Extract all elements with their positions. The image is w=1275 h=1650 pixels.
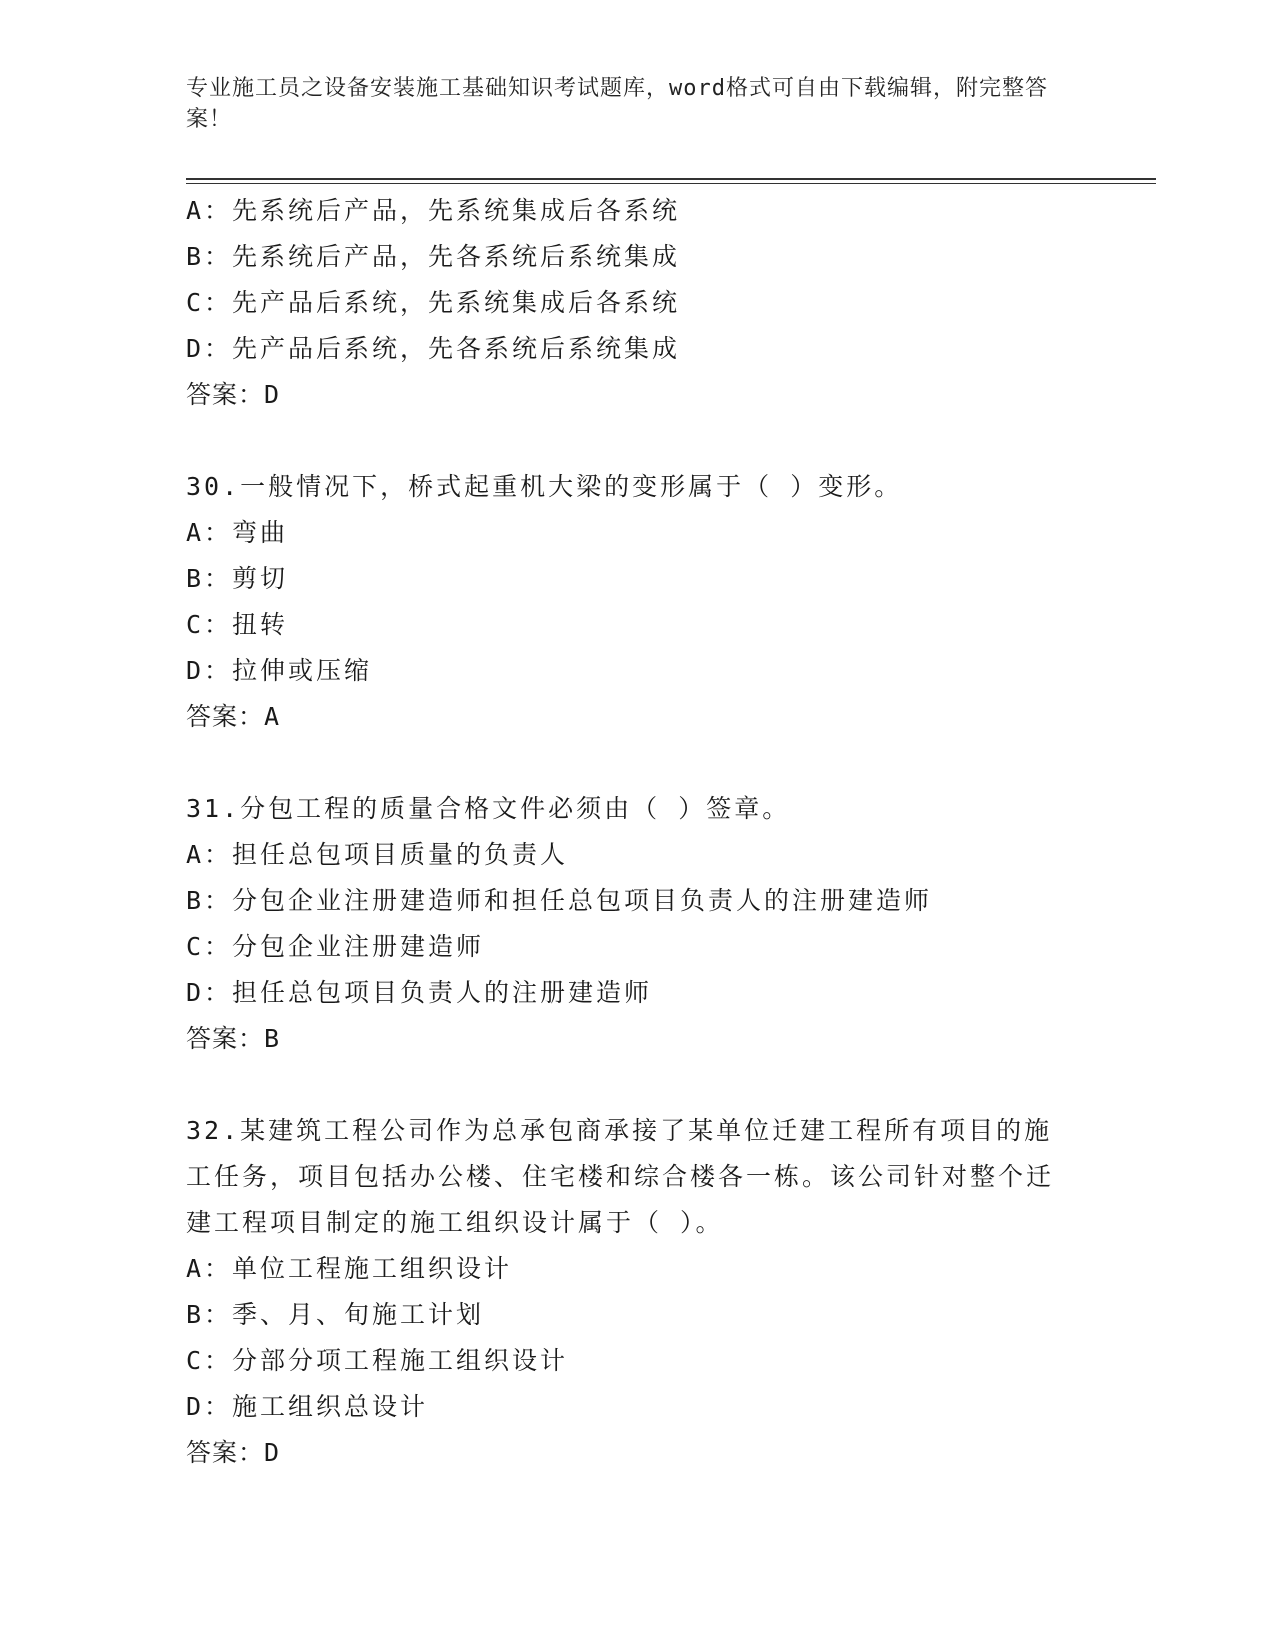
option-b: B：先系统后产品，先各系统后系统集成: [186, 242, 681, 271]
option-a: A：弯曲: [186, 518, 289, 547]
header-divider: [186, 178, 1156, 180]
option-b: B：剪切: [186, 564, 289, 593]
option-c: C：先产品后系统，先系统集成后各系统: [186, 288, 681, 317]
answer-line: 答案：A: [186, 702, 281, 731]
option-a: A：单位工程施工组织设计: [186, 1254, 513, 1283]
option-a: A：担任总包项目质量的负责人: [186, 840, 569, 869]
option-b: B：分包企业注册建造师和担任总包项目负责人的注册建造师: [186, 886, 933, 915]
option-c: C：分部分项工程施工组织设计: [186, 1346, 569, 1375]
question-block: [186, 786, 1086, 1062]
answer-line: 答案：B: [186, 1024, 281, 1053]
spacer: [186, 1062, 1086, 1108]
option-d: D：担任总包项目负责人的注册建造师: [186, 978, 653, 1007]
question-block-partial: [186, 188, 1086, 418]
option-d: D：拉伸或压缩: [186, 656, 373, 685]
spacer: [186, 740, 1086, 786]
question-stem: 30.一般情况下，桥式起重机大梁的变形属于（ ）变形。: [186, 472, 903, 501]
question-list: [186, 188, 1086, 1476]
question-stem: 31.分包工程的质量合格文件必须由（ ）签章。: [186, 794, 791, 823]
option-b: B：季、月、旬施工计划: [186, 1300, 485, 1329]
document-header: 专业施工员之设备安装施工基础知识考试题库，word格式可自由下载编辑，附完整答案！: [186, 76, 1048, 132]
answer-line: 答案：D: [186, 1438, 281, 1467]
option-d: D：施工组织总设计: [186, 1392, 429, 1421]
spacer: [186, 418, 1086, 464]
question-stem: 32.某建筑工程公司作为总承包商承接了某单位迁建工程所有项目的施工任务，项目包括办公楼、住宅楼和综合楼各一栋。该公司针对整个迁建工程项目制定的施工组织设计属于（ ）。: [186, 1116, 1055, 1237]
question-block: [186, 464, 1086, 740]
question-block: [186, 1108, 1086, 1476]
option-c: C：扭转: [186, 610, 289, 639]
option-c: C：分包企业注册建造师: [186, 932, 485, 961]
option-d: D：先产品后系统，先各系统后系统集成: [186, 334, 681, 363]
header-divider-thin: [186, 183, 1156, 184]
option-a: A：先系统后产品，先系统集成后各系统: [186, 196, 681, 225]
answer-line: 答案：D: [186, 380, 281, 409]
